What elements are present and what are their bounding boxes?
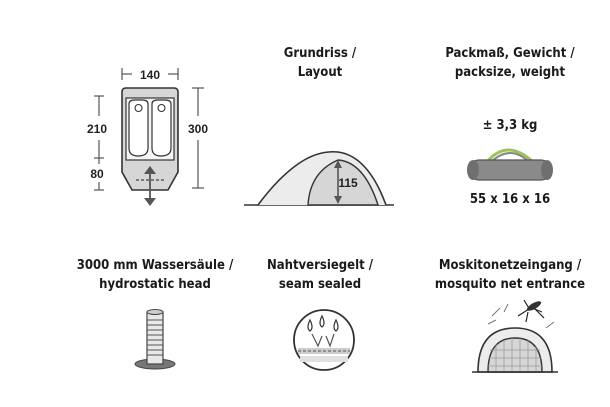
mosquito-title-line1: Moskitonetzeingang / <box>438 258 582 273</box>
width-label: 140 <box>139 68 161 82</box>
seam-title-line1: Nahtversiegelt / <box>266 258 374 273</box>
height-label: 115 <box>338 176 358 190</box>
hydro-title-line1: 3000 mm Wassersäule / <box>76 258 234 273</box>
total-length-label: 300 <box>187 122 209 136</box>
pack-bag-icon <box>455 140 565 184</box>
seam-sealed-icon <box>292 306 356 374</box>
layout-title-line2: Layout <box>297 65 343 80</box>
mosquito-title-line2: mosquito net entrance <box>434 277 586 292</box>
pack-size: 55 x 16 x 16 <box>469 192 551 207</box>
layout-title-line1: Grundriss / <box>283 46 357 61</box>
pack-weight: ± 3,3 kg <box>482 118 538 133</box>
tent-side-svg <box>238 142 398 212</box>
mosquito-title <box>425 256 595 294</box>
water-column-icon <box>125 306 185 374</box>
tent-side-diagram <box>238 142 398 212</box>
hydro-title-line2: hydrostatic head <box>99 277 211 292</box>
vestibule-label: 80 <box>90 167 104 181</box>
floorplan-diagram <box>80 60 220 210</box>
pack-title-line1: Packmaß, Gewicht / <box>445 46 575 61</box>
seam-title-line2: seam sealed <box>278 277 362 292</box>
hydro-title <box>65 256 245 294</box>
floorplan-svg <box>80 60 220 210</box>
seam-title <box>250 256 390 294</box>
mosquito-net-icon <box>470 298 560 376</box>
pack-title-line2: packsize, weight <box>454 65 566 80</box>
inner-length-label: 210 <box>86 122 108 136</box>
pack-title <box>425 44 595 82</box>
layout-title <box>240 44 400 82</box>
